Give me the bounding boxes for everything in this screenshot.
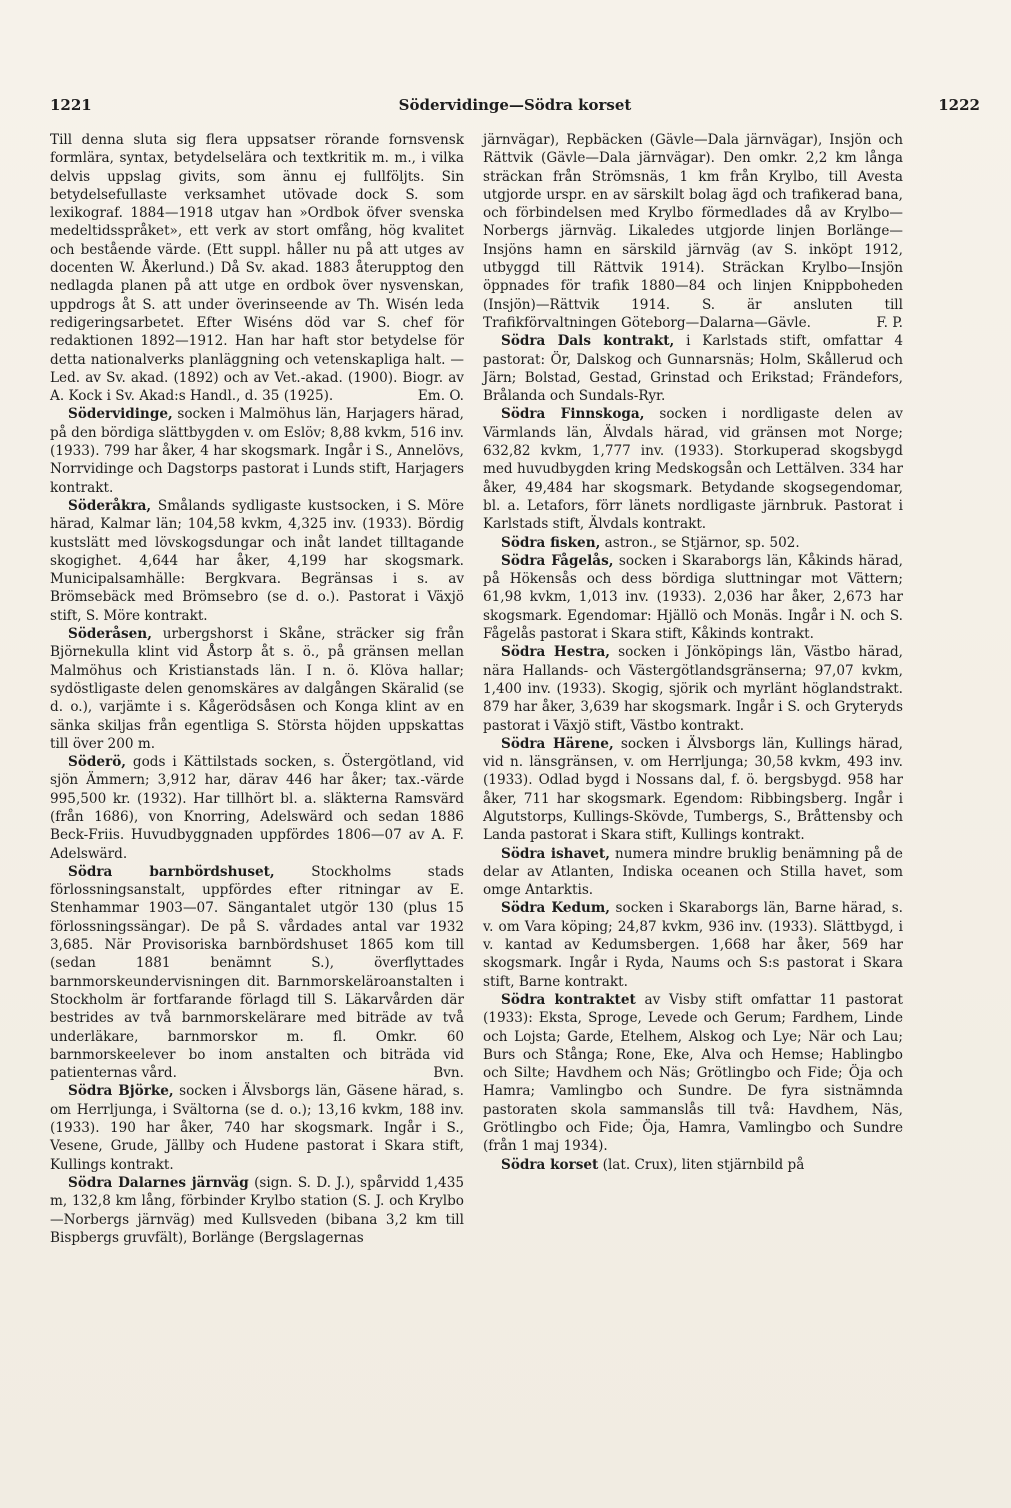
- article-entry: [483, 534, 903, 552]
- entry-headword: Södra kontraktet: [501, 991, 636, 1008]
- article-entry: [50, 625, 464, 753]
- page-number-right: 1222: [938, 96, 980, 114]
- author-signature: F. P.: [876, 314, 903, 331]
- article-entry: [483, 131, 903, 332]
- entry-text: socken i nordligaste delen av Värmlands län, Älvdals härad, vid gränsen mot Norge; 632,82 kvkm, 1,777 inv. (1933). Storkuperad skogsbygd med huvudbygden kring Medskogsån och Lettälven. 334 har åker, 49,484 har skogsmark. Betydande skogsegendomar, bl. a. Letafors, förr länets nordligaste järnbruk. Pastorat i Karlstads stift, Älvdals kontrakt.: [483, 406, 903, 533]
- entry-headword: Södra Björke,: [68, 1083, 174, 1100]
- page-header: [50, 96, 980, 120]
- article-entry: [50, 497, 464, 625]
- entry-headword: Södra korset: [501, 1156, 599, 1173]
- running-title: Södervidinge—Södra korset: [398, 96, 632, 114]
- entry-headword: Söderåsen,: [68, 626, 152, 643]
- entry-text: numera mindre bruklig benämning på de delar av Atlanten, Indiska oceanen och Stilla havet, som omge Antarktis.: [483, 845, 903, 899]
- entry-text: gods i Kättilstads socken, s. Östergötland, vid sjön Ämmern; 3,912 har, därav 446 har åker; tax.-värde 995,500 kr. (1932). Har tillhört bl. a. släkterna Ramsvärd (från 1686), von Knorring, Adelswärd och sedan 1886 Beck-Friis. Huvudbyggnaden uppfördes 1806—07 av A. F. Adelswärd.: [50, 754, 464, 862]
- article-entry: [50, 131, 464, 405]
- entry-text: (sign. S. D. J.), spårvidd 1,435 m, 132,8 km lång, förbinder Krylbo station (S. J. och Krylbo—Norbergs järnväg) med Kullsveden (bibana 3,2 km till Bispbergs gruvfält), Borlänge (Bergslagernas: [50, 1174, 464, 1246]
- entry-headword: Södra Dalarnes järnväg: [68, 1174, 249, 1191]
- entry-headword: Södra barnbördshuset,: [68, 863, 275, 880]
- entry-headword: Södra Fågelås,: [501, 552, 614, 569]
- left-column: [50, 131, 464, 1247]
- entry-text: socken i Jönköpings län, Västbo härad, nära Hallands- och Västergötlandsgränserna; 97,07 kvkm, 1,400 inv. (1933). Skogig, sjörik och myrlänt höglandstrakt. 879 har åker, 3,639 har skogsmark. Ingår i S. och Gryteryds pastorat i Växjö stift, Västbo kontrakt.: [483, 644, 903, 734]
- article-entry: [50, 405, 464, 496]
- entry-headword: Södra Hestra,: [501, 644, 610, 661]
- entry-text: socken i Älvsborgs län, Kullings härad, vid n. länsgränsen, v. om Herrljunga; 30,58 kvkm, 493 inv. (1933). Odlad bygd i Nossans dal, f. ö. bergsbygd. 958 har åker, 711 har skogsmark. Egendom: Ribbingsberg. Ingår i Algutstorps, Kullings-Skövde, Tumbergs, S., Bråttensby och Landa pastorat i Skara stift, Kullings kontrakt.: [483, 735, 903, 844]
- entry-text: socken i Älvsborgs län, Gäsene härad, s. om Herrljunga, i Svältorna (se d. o.); 13,16 kvkm, 188 inv. (1933). 190 har åker, 740 har skogsmark. Ingår i S., Vesene, Grude, Jällby och Hudene pastorat i Skara stift, Kullings kontrakt.: [50, 1083, 464, 1173]
- entry-headword: Södervidinge,: [68, 406, 173, 423]
- article-entry: [50, 753, 464, 863]
- entry-text: urbergshorst i Skåne, sträcker sig från Björnekulla klint vid Åstorp åt s. ö., på gränsen mellan Malmöhus och Kristianstads län. I n. ö. Klöva hallar; sydöstligaste delen genomskäres av dalgången Skäralid (se d. o.), varjämte i s. Kågerödsåsen och Konga klint av en sänka skiljas från egentliga S. Största höjden uppskattas till över 200 m.: [50, 626, 464, 752]
- article-entry: [50, 863, 464, 1083]
- article-entry: [483, 332, 903, 405]
- entry-headword: Södra ishavet,: [501, 845, 610, 862]
- article-entry: [50, 1174, 464, 1247]
- entry-text: socken i Malmöhus län, Harjagers härad, på den bördiga slättbygden v. om Eslöv; 8,88 kvkm, 516 inv. (1933). 799 har åker, 4 har skogsmark. Ingår i S., Annelövs, Norrvidinge och Dagstorps pastorat i Lunds stift, Harjagers kontrakt.: [50, 406, 464, 496]
- entry-text: Till denna sluta sig flera uppsatser rörande fornsvensk formlära, syntax, betydelselära och textkritik m. m., i vilka delvis uppslag givits, som ännu ej fullföljts. Sin betydelsefullaste verksamhet utövade dock S. som lexikograf. 1884—1918 utgav han »Ordbok öfver svenska medeltidsspråket», ett verk av stort omfång, hög kvalitet och bestående värde. (Ett suppl. håller nu på att utges av docenten W. Åkerlund.) Då Sv. akad. 1883 återupptog den nedlagda planen på att utge en ordbok över nysvenskan, uppdrogs åt S. att under överinseende av Th. Wisén leda redigeringsarbetet. Efter Wiséns död var S. chef för redaktionen 1892—1912. Han har haft stor betydelse för detta nationalverks planläggning och vetenskapliga halt. — Led. av Sv. akad. (1892) och av Vet.-akad. (1900). Biogr. av A. Kock i Sv. Akad:s Handl., d. 35 (1925).: [50, 132, 464, 405]
- entry-text: (lat. Crux), liten stjärnbild på: [598, 1156, 805, 1173]
- entry-text: socken i Skaraborgs län, Barne härad, s. v. om Vara köping; 24,87 kvkm, 936 inv. (1933). Slättbygd, i v. kantad av Kedumsbergen. 1,668 har åker, 569 har skogsmark. Ingår i Ryda, Naums och S:s pastorat i Skara stift, Barne kontrakt.: [483, 900, 903, 990]
- article-entry: [483, 552, 903, 643]
- entry-headword: Södra Härene,: [501, 735, 614, 752]
- article-entry: [483, 735, 903, 845]
- article-entry: [50, 1082, 464, 1173]
- entry-headword: Södra Dals kontrakt,: [501, 333, 675, 350]
- page-number-left: 1221: [50, 96, 92, 114]
- entry-headword: Söderö,: [68, 754, 126, 771]
- entry-headword: Söderåkra,: [68, 497, 152, 514]
- entry-text: Smålands sydligaste kustsocken, i S. Möre härad, Kalmar län; 104,58 kvkm, 4,325 inv. (1933). Bördig kustslätt med lövskogsdungar och inåt landet tilltagande skogighet. 4,644 har åker, 4,199 har skogsmark. Municipalsamhälle: Bergkvara. Begränsas i s. av Brömsebäck med Brömsebro (se d. o.). Pastorat i Växjö stift, S. Möre kontrakt.: [50, 497, 464, 624]
- author-signature: Em. O.: [417, 388, 464, 405]
- entry-text: järnvägar), Repbäcken (Gävle—Dala järnvägar), Insjön och Rättvik (Gävle—Dala järnvägar). Den omkr. 2,2 km långa sträckan från Strömsnäs, 1 km från Krylbo, till Avesta utgjorde urspr. en av särskilt bolag ägd och trafikerad bana, och förbindelsen med Krylbo förmedlades då av Krylbo—Norbergs järnväg. Likaledes utgjorde linjen Borlänge—Insjöns hamn en särskild järnväg (av S. inköpt 1912, utbyggd till Rättvik 1914). Sträckan Krylbo—Insjön öppnades för trafik 1880—84 och linjen Knippboheden (Insjön)—Rättvik 1914. S. är ansluten till Trafikförvaltningen Göteborg—Dalarna—Gävle.: [483, 132, 903, 331]
- entry-text: astron., se Stjärnor, sp. 502.: [600, 534, 800, 551]
- article-entry: [483, 991, 903, 1156]
- author-signature: Bvn.: [433, 1065, 464, 1082]
- right-column: [483, 131, 903, 1174]
- entry-text: Stockholms stads förlossningsanstalt, uppfördes efter ritningar av E. Stenhammar 1903—07. Sängantalet utgör 130 (plus 15 förlossningssängar). De på S. vårdades antal var 1932 3,685. När Provisoriska barnbördshuset 1865 kom till (sedan 1881 benämnt S.), överflyttades barnmorskeundervisningen dit. Barnmorskeläroanstalten i Stockholm är fortfarande förlagd till S. Läkarvården där bestrides av två barnmorskelärare med biträde av två underläkare, barnmorskor m. fl. Omkr. 60 barnmorskeelever bo inom anstalten och biträda vid patienternas vård.: [50, 863, 464, 1082]
- entry-text: av Visby stift omfattar 11 pastorat (1933): Eksta, Sproge, Levede och Gerum; Fardhem, Linde och Lojsta; Garde, Etelhem, Alskog och Lye; När och Lau; Burs och Stånga; Rone, Eke, Alva och Hemse; Hablingbo och Silte; Havdhem och Näs; Grötlingbo och Fide; Öja och Hamra; Vamlingbo och Sundre. De fyra sistnämnda pastoraten skola sammanslås till två: Havdhem, Näs, Grötlingbo och Fide; Öja, Hamra, Vamlingbo och Sundre (från 1 maj 1934).: [483, 991, 903, 1155]
- entry-text: i Karlstads stift, omfattar 4 pastorat: Ör, Dalskog och Gunnarsnäs; Holm, Skållerud och Järn; Bolstad, Gestad, Grinstad och Erikstad; Frändefors, Brålanda och Sundals-Ryr.: [483, 333, 903, 405]
- article-entry: [483, 1156, 903, 1174]
- article-entry: [483, 643, 903, 734]
- article-entry: [483, 899, 903, 990]
- article-entry: [483, 845, 903, 900]
- entry-text: socken i Skaraborgs län, Kåkinds härad, på Hökensås och dess bördiga sluttningar mot Vättern; 61,98 kvkm, 1,013 inv. (1933). 2,036 har åker, 2,673 har skogsmark. Egendomar: Hjällö och Monäs. Ingår i N. och S. Fågelås pastorat i Skara stift, Kåkinds kontrakt.: [483, 552, 903, 643]
- entry-headword: Södra Finnskoga,: [501, 406, 645, 423]
- entry-headword: Södra Kedum,: [501, 900, 610, 917]
- entry-headword: Södra fisken,: [501, 534, 601, 551]
- article-entry: [483, 405, 903, 533]
